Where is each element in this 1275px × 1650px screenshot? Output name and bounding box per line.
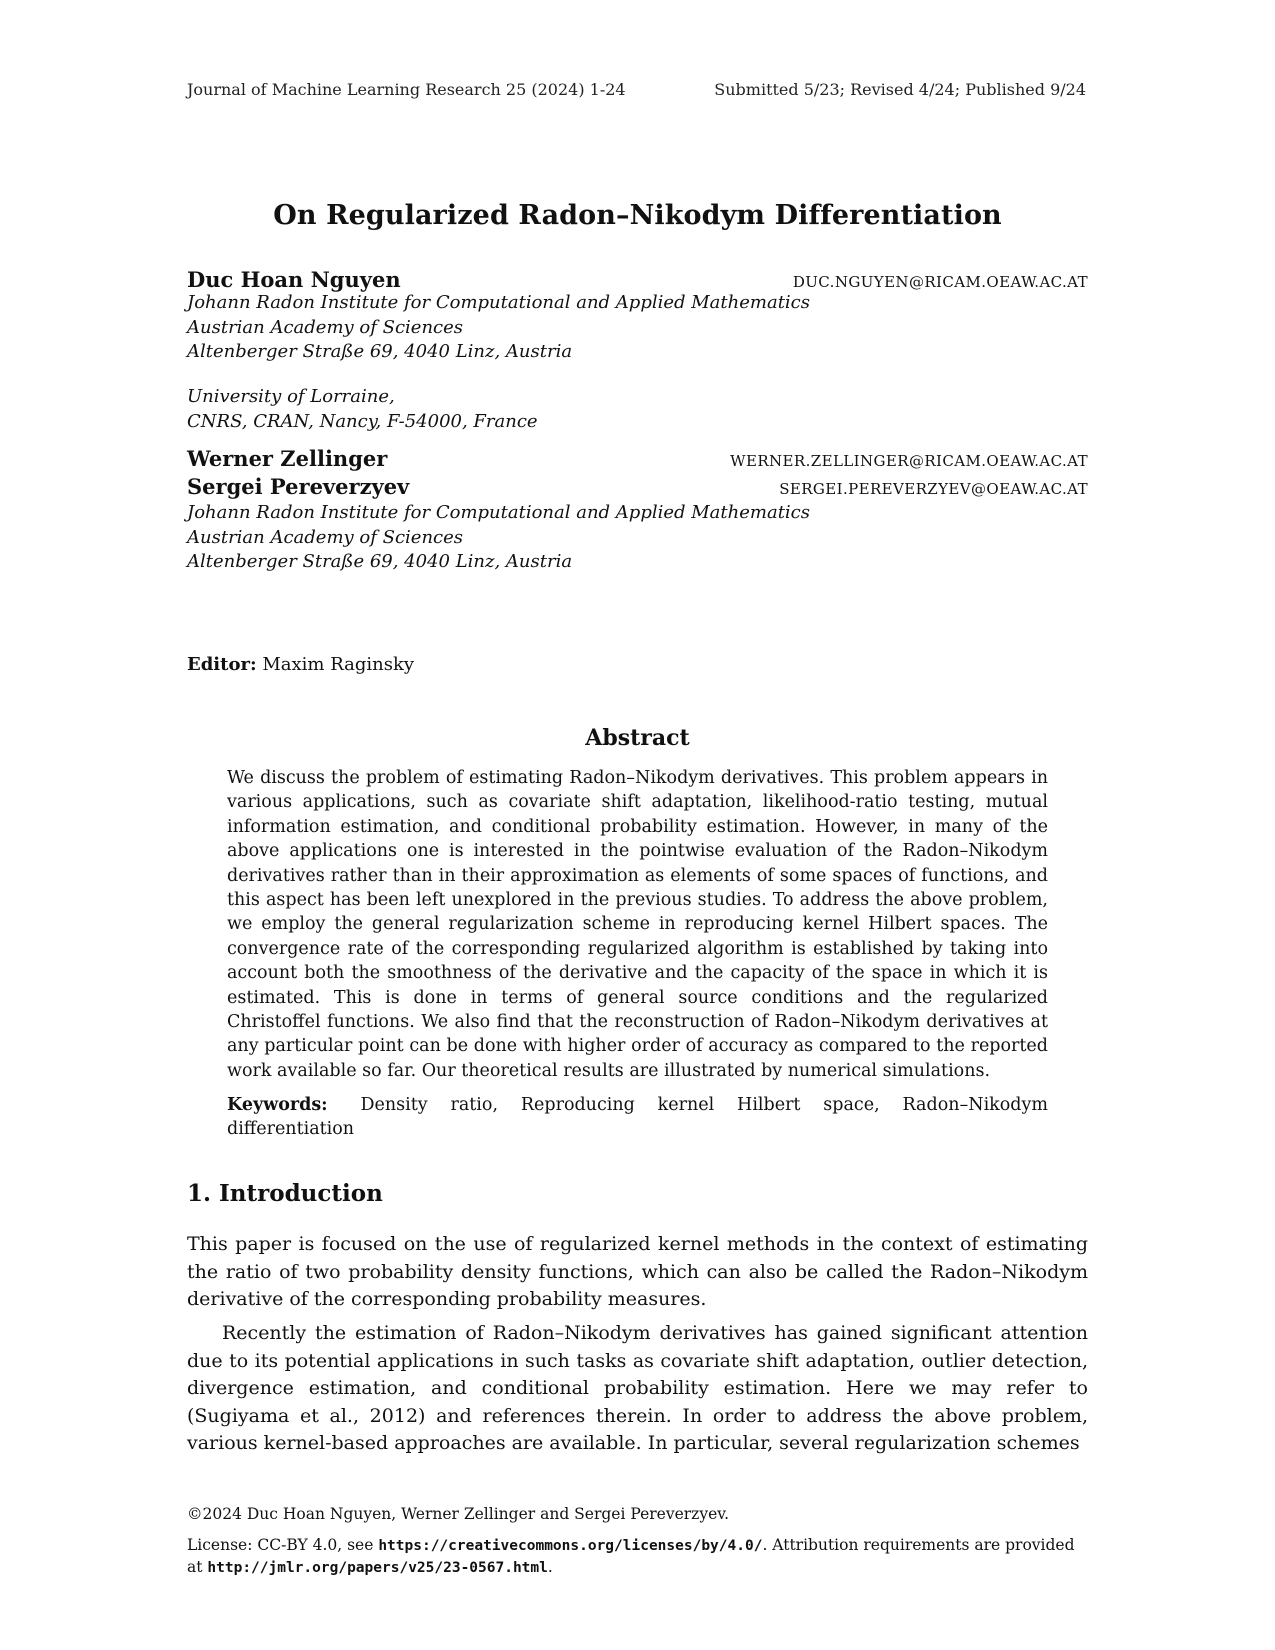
affiliation-block-3 [187,501,810,575]
license-text: License: CC-BY 4.0, see [187,1536,379,1554]
affiliation-line: Altenberger Straße 69, 4040 Linz, Austria [187,341,573,362]
editor-label: Editor: [187,654,257,675]
journal-header: Journal of Machine Learning Research 25 (2024) 1-24 [187,80,626,99]
author-email: DUC.NGUYEN@RICAM.OEAW.AC.AT [792,273,1088,291]
copyright-notice: ©2024 Duc Hoan Nguyen, Werner Zellinger and Sergei Pereverzyev. [187,1505,730,1523]
author-row-2 [187,446,1088,471]
affiliation-line: Altenberger Straße 69, 4040 Linz, Austria [187,551,573,572]
license-text: . [547,1558,553,1576]
keywords [227,1093,1048,1142]
affiliation-line: University of Lorraine, [187,386,395,407]
author-name: Sergei Pereverzyev [187,474,410,499]
author-name: Duc Hoan Nguyen [187,267,401,292]
affiliation-line: Austrian Academy of Sciences [187,316,464,338]
author-email: SERGEI.PEREVERZYEV@OEAW.AC.AT [779,480,1088,498]
attribution-link[interactable]: http://jmlr.org/papers/v25/23-0567.html [207,1560,548,1576]
intro-paragraph-2: Recently the estimation of Radon–Nikodym derivatives has gained significant attention due to its potential applications in such tasks as covariate shift adaptation, outlier detection, divergence estimation, and conditional probability estimation. Here we may refer to (Sugiyama et al., 2012) and references therein. In order to address the above problem, various kernel-based approaches are available. In particular, several regularization schemes [187,1322,1088,1455]
affiliation-line: Austrian Academy of Sciences [187,526,464,548]
author-row-1 [187,267,1088,292]
submission-dates: Submitted 5/23; Revised 4/24; Published 9/24 [714,80,1086,99]
affiliation-block-2 [187,385,538,434]
license-text: . Attribution requirements are provided at [187,1536,1075,1576]
affiliation-line: Johann Radon Institute for Computational and Applied Mathematics [187,502,811,523]
license-notice [187,1535,1088,1579]
abstract-heading: Abstract [585,725,690,751]
license-link[interactable]: https://creativecommons.org/licenses/by/4.0/ [378,1538,763,1554]
editor-name: Maxim Raginsky [262,654,415,675]
keywords-label: Keywords: [227,1095,328,1115]
affiliation-block-1 [187,291,810,365]
intro-paragraph-1: This paper is focused on the use of regularized kernel methods in the context of estimating the ratio of two probability density functions, which can also be called the Radon–Nikodym derivative of the corresponding probability measures. [187,1233,1088,1311]
keywords-list: Density ratio, Reproducing kernel Hilbert space, Radon–Nikodym differentiation [227,1095,1048,1140]
abstract-text: We discuss the problem of estimating Radon–Nikodym derivatives. This problem appears in various applications, such as covariate shift adaptation, likelihood-ratio testing, mutual information estimation, and conditional probability estimation. However, in many of the above applications one is interested in the pointwise evaluation of the Radon–Nikodym derivatives rather than in their approximation as elements of some spaces of functions, and this aspect has been left unexplored in the previous studies. To address the above problem, we employ the general regularization scheme in reproducing kernel Hilbert spaces. The convergence rate of the corresponding regularized algorithm is established by taking into account both the smoothness of the derivative and the capacity of the space in which it is estimated. This is done in terms of general source conditions and the regularized Christoffel functions. We also find that the reconstruction of Radon–Nikodym derivatives at any particular point can be done with higher order of accuracy as compared to the reported work available so far. Our theoretical results are illustrated by numerical simulations. [227,768,1048,1081]
affiliation-line: Johann Radon Institute for Computational and Applied Mathematics [187,292,811,313]
author-name: Werner Zellinger [187,446,388,471]
paper-title: On Regularized Radon–Nikodym Differentiation [273,200,1002,231]
section-heading: 1. Introduction [187,1180,383,1207]
author-email: WERNER.ZELLINGER@RICAM.OEAW.AC.AT [730,452,1088,470]
affiliation-line: CNRS, CRAN, Nancy, F-54000, France [187,410,538,432]
author-row-3 [187,474,1088,499]
editor-line [187,654,414,675]
